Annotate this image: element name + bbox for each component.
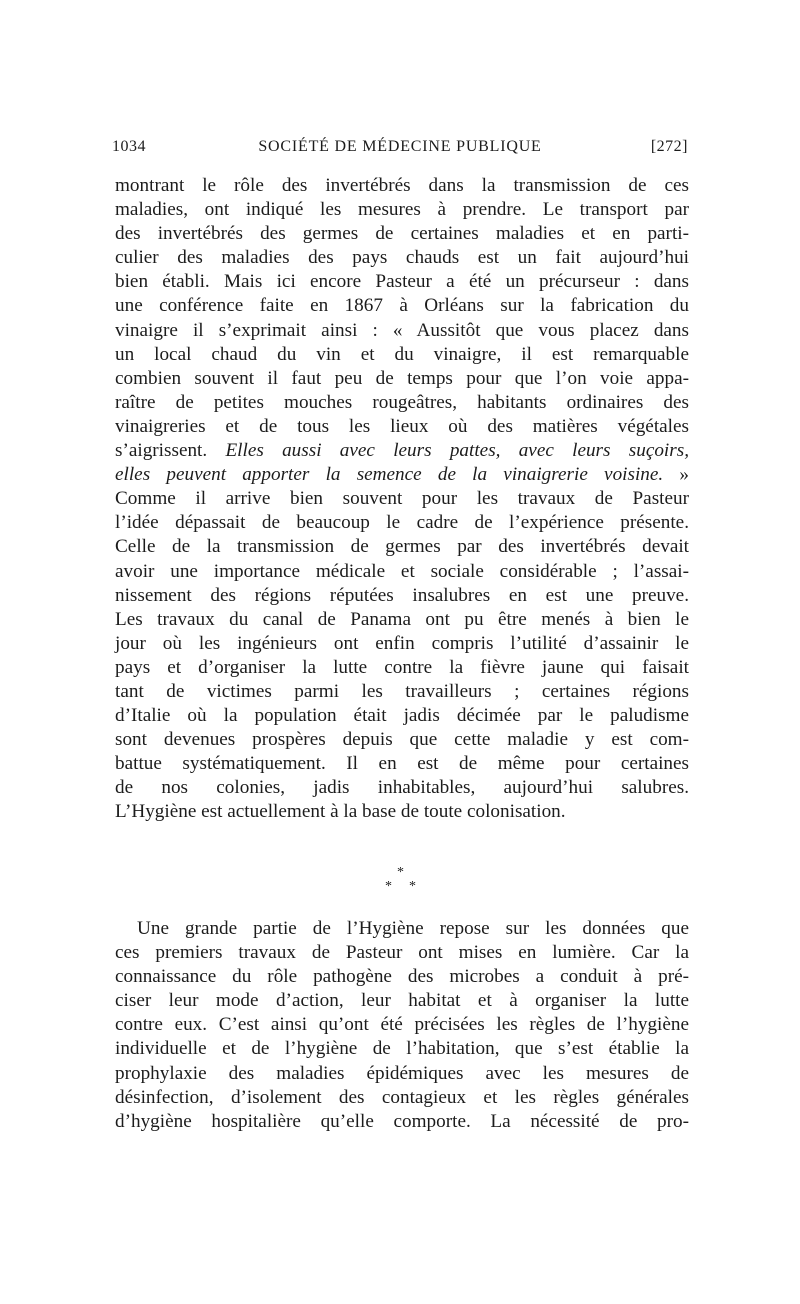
text-line: montrant le rôle des invertébrés dans la transmission de ces <box>115 175 689 196</box>
text-line: pays et d’organiser la lutte contre la fièvre jaune qui faisait <box>115 656 689 678</box>
text-line: des invertébrés des germes de certaines maladies et en parti- <box>115 223 689 245</box>
asterisk-icon: * <box>409 879 416 894</box>
paragraph-pasteur-invertebrates <box>115 174 689 825</box>
text-line: vinaigreries et de tous les lieux où des matières végétales <box>115 415 689 437</box>
text-line: nissement des régions réputées insalubres en est une preuve. <box>115 584 689 606</box>
text-line-quote <box>115 463 689 487</box>
text-line: d’hygiène hospitalière qu’elle comporte. La nécessité de pro- <box>115 1110 689 1132</box>
text-line: un local chaud du vin et du vinaigre, il est remarquable <box>115 343 689 365</box>
text-line: avoir une importance médicale et sociale considérable ; l’assai- <box>115 560 689 582</box>
text-line: sont devenues prospères depuis que cette maladie y est com- <box>115 729 689 751</box>
text-line: L’Hygiène est actuellement à la base de toute colonisation. <box>115 801 566 823</box>
text-italic-quote: Elles aussi avec leurs pattes, avec leurs suçoirs, <box>225 440 689 462</box>
text-line: de nos colonies, jadis inhabitables, aujourd’hui salubres. <box>115 777 689 799</box>
running-title: SOCIÉTÉ DE MÉDECINE PUBLIQUE <box>258 138 542 155</box>
text-line: jour où les ingénieurs ont enfin compris l’utilité d’assainir le <box>115 632 689 654</box>
text-line: ciser leur mode d’action, leur habitat et à organiser la lutte <box>115 990 689 1012</box>
text-line: contre eux. C’est ainsi qu’ont été précisées les règles de l’hygiène <box>115 1014 689 1036</box>
text-line: Celle de la transmission de germes par des invertébrés devait <box>115 536 689 558</box>
text-line: individuelle et de l’hygiène de l’habitation, que s’est établie la <box>115 1038 689 1060</box>
text-line: battue systématiquement. Il en est de même pour certaines <box>115 753 689 775</box>
text-line: ces premiers travaux de Pasteur ont mises en lumière. Car la <box>115 942 689 964</box>
text-line: d’Italie où la population était jadis décimée par le paludisme <box>115 705 689 727</box>
text-line: l’idée dépassait de beaucoup le cadre de l’expérience présente. <box>115 512 689 534</box>
text-line: raître de petites mouches rougeâtres, habitants ordinaires des <box>115 391 689 413</box>
folio-number: [272] <box>650 138 688 155</box>
page-number: 1034 <box>112 138 146 155</box>
text-plain: » <box>663 464 689 486</box>
paragraph-hygiene <box>115 917 689 1134</box>
text-line: prophylaxie des maladies épidémiques avec les mesures de <box>115 1062 689 1084</box>
text-line: vinaigre il s’exprimait ainsi : « Aussitôt que vous placez dans <box>115 319 689 341</box>
text-line: combien souvent il faut peu de temps pour que l’on voie appa- <box>115 367 689 389</box>
text-line: bien établi. Mais ici encore Pasteur a été un précurseur : dans <box>115 271 689 293</box>
text-line: Une grande partie de l’Hygiène repose sur les données que <box>137 918 689 939</box>
asterisk-icon: * <box>397 865 404 880</box>
text-line-quote <box>115 439 689 463</box>
asterisk-icon: * <box>385 879 392 894</box>
text-line: désinfection, d’isolement des contagieux et les règles générales <box>115 1086 689 1108</box>
text-line: maladies, ont indiqué les mesures à prendre. Le transport par <box>115 199 689 221</box>
text-line: culier des maladies des pays chauds est un fait aujourd’hui <box>115 247 689 269</box>
text-line: une conférence faite en 1867 à Orléans sur la fabrication du <box>115 295 689 317</box>
section-separator-asterism <box>370 866 430 900</box>
text-line: tant de victimes parmi les travailleurs ; certaines régions <box>115 680 689 702</box>
text-italic-quote: elles peuvent apporter la semence de la vinaigrerie voisine. <box>115 464 664 486</box>
text-line: connaissance du rôle pathogène des microbes a conduit à pré- <box>115 966 689 988</box>
text-plain: s’aigrissent. <box>115 440 226 462</box>
running-head <box>112 138 688 164</box>
text-line: Comme il arrive bien souvent pour les travaux de Pasteur <box>115 488 689 510</box>
text-line: Les travaux du canal de Panama ont pu être menés à bien le <box>115 608 689 630</box>
